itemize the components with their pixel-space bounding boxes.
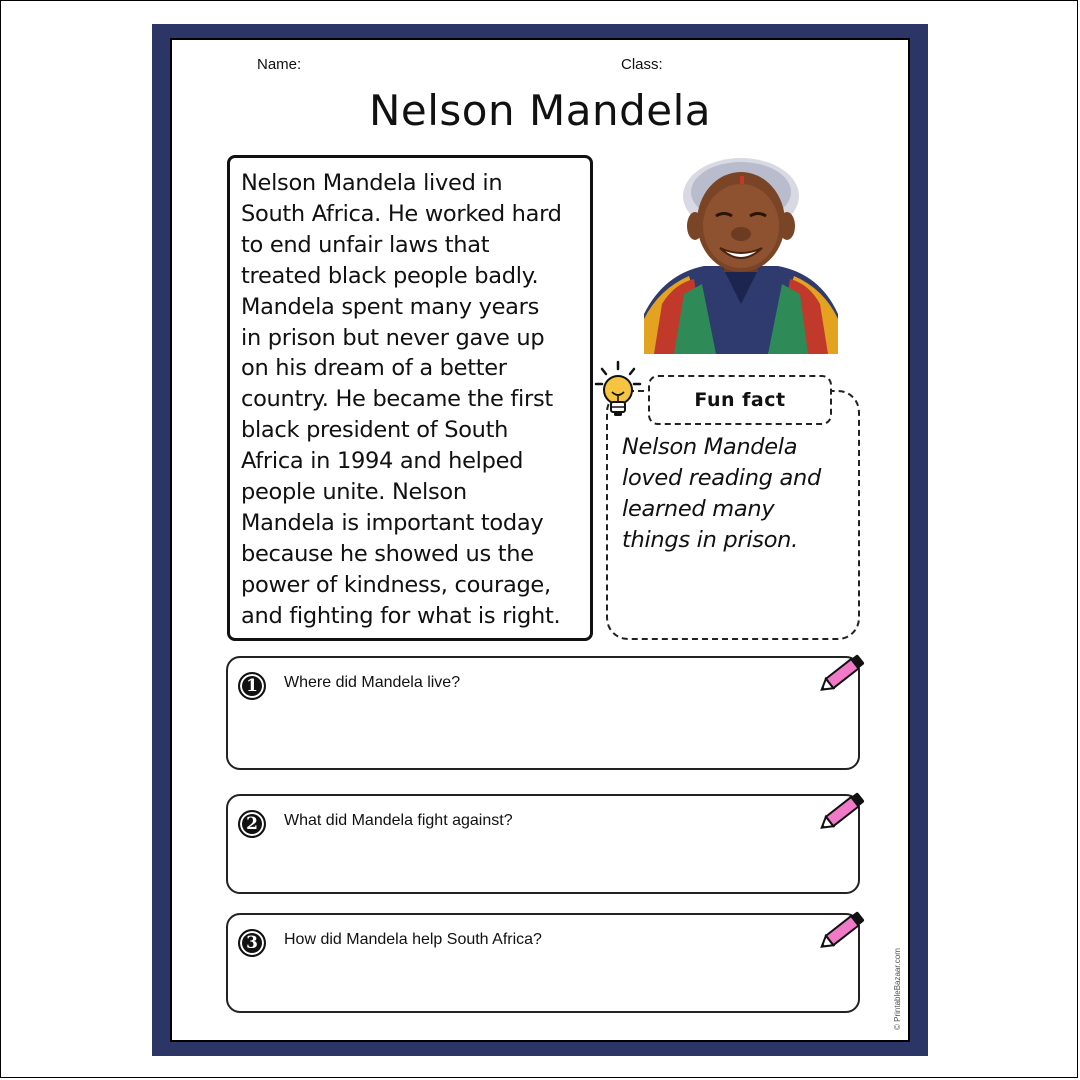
fun-fact-line: things in prison. — [622, 527, 798, 553]
passage-line: South Africa. He worked hard — [241, 200, 562, 227]
fun-fact-text — [622, 432, 847, 556]
fun-fact-line: Nelson Mandela — [622, 434, 798, 460]
passage-line: in prison but never gave up — [241, 324, 545, 351]
page-title: Nelson Mandela — [369, 86, 711, 135]
question-text: What did Mandela fight against? — [284, 812, 513, 829]
passage-line: people unite. Nelson — [241, 479, 467, 506]
passage-line: because he showed us the — [241, 540, 534, 567]
fun-fact-heading: Fun fact — [648, 375, 832, 425]
passage-line: Africa in 1994 and helped — [241, 448, 524, 475]
question-number-badge: 2 — [238, 810, 266, 838]
passage-line: black president of South — [241, 417, 509, 444]
question-3-answer-box[interactable] — [226, 913, 860, 1013]
question-text: How did Mandela help South Africa? — [284, 931, 542, 948]
lightbulb-icon — [594, 360, 642, 422]
pencil-icon — [816, 650, 870, 696]
passage-line: power of kindness, courage, — [241, 571, 551, 598]
question-number-badge: 1 — [238, 672, 266, 700]
passage-line: country. He became the first — [241, 386, 553, 413]
reading-passage — [227, 155, 593, 641]
question-number-badge: 3 — [238, 929, 266, 957]
passage-text — [241, 168, 580, 632]
passage-line: treated black people badly. — [241, 262, 539, 289]
question-2-answer-box[interactable] — [226, 794, 860, 894]
fun-fact-line: learned many — [622, 496, 775, 522]
question-text: Where did Mandela live? — [284, 674, 461, 691]
passage-line: on his dream of a better — [241, 355, 507, 382]
pencil-icon — [816, 907, 870, 953]
passage-line: and fighting for what is right. — [241, 602, 561, 629]
class-label: Class: — [621, 56, 663, 73]
pencil-icon — [816, 788, 870, 834]
passage-line: Mandela is important today — [241, 509, 544, 536]
fun-fact-line: loved reading and — [622, 465, 821, 491]
passage-line: Mandela spent many years — [241, 293, 540, 320]
question-1-answer-box[interactable] — [226, 656, 860, 770]
portrait-illustration — [644, 154, 838, 354]
copyright-text: © PrintableBazaar.com — [893, 948, 902, 1030]
name-label: Name: — [257, 56, 302, 73]
passage-line: to end unfair laws that — [241, 231, 490, 258]
passage-line: Nelson Mandela lived in — [241, 170, 503, 196]
